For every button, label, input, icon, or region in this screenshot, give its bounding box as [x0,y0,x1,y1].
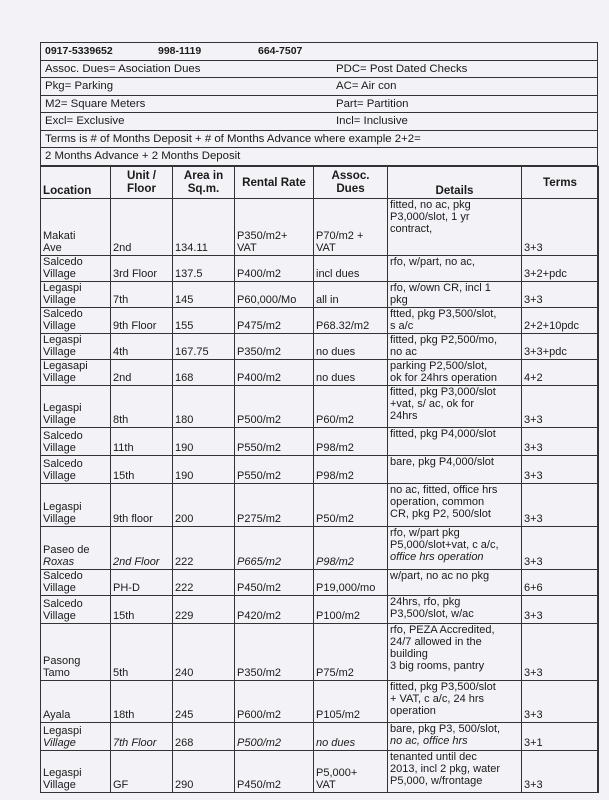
cell-dues-line: no dues [316,372,356,385]
cell-details-line: 2013, incl 2 pkg, water [390,762,501,775]
cell-location-line: Village [43,372,76,385]
cell-area: 268 [173,722,235,750]
cell-dues-line: VAT [316,242,336,255]
cell-dues-line: no dues [316,737,356,750]
cell-rate [235,569,314,595]
cell-location-line: Salcedo [43,255,83,268]
cell-location-line: Village [43,346,76,359]
cell-details-line: fitted, pkg P2,500/mo, [390,333,498,346]
phone-3: 664-7507 [258,45,303,57]
cell-dues-line: P98/m2 [316,470,354,483]
cell-dues-line: P70/m2 + [316,229,364,242]
cell-dues-line: P50/m2 [316,513,354,526]
table-row [41,385,599,427]
cell-area: 190 [173,427,235,455]
table-row [41,526,599,569]
table-row [41,595,599,623]
cell-dues [314,595,388,623]
cell-dues [314,483,388,526]
cell-rate [235,198,314,255]
cell-location [41,595,111,623]
cell-dues [314,255,388,281]
cell-area: 167.75 [173,333,235,359]
cell-location-line: Village [43,442,76,455]
cell-terms: 6+6 [522,569,599,595]
cell-terms: 3+3 [522,750,599,792]
col-rate: Rental Rate [235,166,314,198]
cell-details-line: pkg [390,293,408,306]
cell-details-line: P5,000, w/frontage [390,775,483,788]
cell-floor: 7th [111,281,173,307]
terms-note-line-2: 2 Months Advance + 2 Months Deposit [41,148,597,166]
cell-rate-line: P600/m2 [237,709,282,722]
cell-details-line: no ac, office hrs [390,734,468,747]
cell-dues [314,526,388,569]
cell-area: 180 [173,385,235,427]
cell-terms: 3+3 [522,455,599,483]
cell-location-line: Salcedo [43,457,83,470]
cell-terms: 3+3 [522,281,599,307]
cell-details [388,385,522,427]
cell-dues-line: P60/m2 [316,414,354,427]
cell-details [388,750,522,792]
cell-details [388,281,522,307]
cell-area: 222 [173,526,235,569]
cell-dues [314,385,388,427]
cell-details-line: fitted, pkg P3,000/slot [390,385,496,398]
cell-rate-line: P420/m2 [237,610,282,623]
cell-location-line: Salcedo [43,569,83,582]
cell-area: 222 [173,569,235,595]
cell-details-line: CR, pkg P2, 500/slot [390,508,491,521]
legend-pkg: Pkg= Parking [45,80,114,92]
cell-details-line: rfo, PEZA Accredited, [390,623,495,636]
cell-details-line: no ac, fitted, office hrs [390,483,498,496]
cell-floor: 2nd [111,359,173,385]
cell-dues-line: P98/m2 [316,556,354,569]
cell-terms: 2+2+10pdc [522,307,599,333]
cell-location [41,722,111,750]
cell-dues-line: P105/m2 [316,709,361,722]
cell-rate [235,385,314,427]
cell-area: 245 [173,680,235,722]
cell-details-line: rfo, w/part pkg [390,526,460,539]
cell-details-line: 3 big rooms, pantry [390,660,485,673]
cell-details [388,623,522,680]
legend-row [41,113,597,131]
table-row [41,359,599,385]
cell-rate-line: P550/m2 [237,442,282,455]
cell-details [388,526,522,569]
cell-floor: 5th [111,623,173,680]
cell-location [41,483,111,526]
phone-2: 998-1119 [158,45,202,57]
cell-details-line: 24hrs [390,410,418,423]
cell-dues [314,427,388,455]
listing-sheet [40,42,598,793]
cell-details-line: bare, pkg P4,000/slot [390,455,494,468]
table-row [41,281,599,307]
cell-details-line: operation [390,705,436,718]
cell-location-line: Roxas [43,556,75,569]
cell-floor: 15th [111,455,173,483]
cell-details [388,427,522,455]
cell-location-line: Village [43,294,76,307]
cell-rate [235,427,314,455]
cell-location-line: Village [43,268,76,281]
cell-details-line: building [390,648,428,661]
cell-details-line: fitted, pkg P4,000/slot [390,427,496,440]
cell-dues-line: P75/m2 [316,667,354,680]
cell-location-line: Legaspi [43,281,82,294]
cell-details-line: operation, common [390,495,485,508]
cell-location-line: Legaspi [43,724,82,737]
cell-dues [314,569,388,595]
cell-terms: 3+1 [522,722,599,750]
cell-terms: 3+3 [522,427,599,455]
table-header-row [41,166,599,198]
cell-terms: 3+3 [522,526,599,569]
cell-location [41,569,111,595]
cell-dues [314,307,388,333]
cell-floor: 9th Floor [111,307,173,333]
cell-rate-line: P60,000/Mo [237,294,297,307]
cell-area: 240 [173,623,235,680]
cell-rate-line: P450/m2 [237,779,282,792]
cell-location-line: Village [43,320,76,333]
cell-floor: 8th [111,385,173,427]
cell-location [41,750,111,792]
cell-area: 168 [173,359,235,385]
cell-dues [314,333,388,359]
legend-pdc: PDC= Post Dated Checks [336,62,468,75]
cell-details-line: P3,500/slot, w/ac [390,607,474,620]
cell-dues-line: no dues [316,346,356,359]
cell-location [41,255,111,281]
cell-location-line: Salcedo [43,429,83,442]
cell-location [41,623,111,680]
cell-details-line: tenanted until dec [390,750,477,763]
table-row [41,198,599,255]
cell-dues [314,281,388,307]
cell-area: 290 [173,750,235,792]
cell-location [41,359,111,385]
cell-location [41,455,111,483]
cell-rate-line: P665/m2 [237,556,282,569]
cell-details [388,483,522,526]
col-floor: Unit / Floor [111,166,173,198]
cell-area: 155 [173,307,235,333]
cell-rate [235,623,314,680]
phone-row [41,43,597,61]
cell-location-line: Salcedo [43,307,83,320]
cell-details-line: ftted, pkg P3,500/slot, [390,307,497,320]
cell-rate-line: P400/m2 [237,268,282,281]
legend-assoc: Assoc. Dues= Asociation Dues [45,62,201,75]
cell-details-line: no ac [390,345,417,358]
cell-dues-line: P5,000+ [316,766,358,779]
cell-terms: 3+2+pdc [522,255,599,281]
cell-floor: 2nd [111,198,173,255]
cell-dues [314,455,388,483]
table-row [41,307,599,333]
table-row [41,427,599,455]
legend-ac: AC= Air con [336,80,397,92]
cell-details [388,198,522,255]
cell-details-line: rfo, w/own CR, incl 1 [390,281,491,294]
cell-rate [235,281,314,307]
cell-rate-line: P450/m2 [237,582,282,595]
cell-floor: 7th Floor [111,722,173,750]
cell-rate-line: P500/m2 [237,414,282,427]
cell-location [41,281,111,307]
cell-rate-line: P350/m2+ [237,229,288,242]
table-row [41,722,599,750]
cell-dues-line: P98/m2 [316,442,354,455]
cell-rate [235,750,314,792]
cell-location-line: Salcedo [43,597,83,610]
cell-rate [235,483,314,526]
cell-area: 200 [173,483,235,526]
cell-location [41,333,111,359]
cell-floor: 3rd Floor [111,255,173,281]
cell-details-line: w/part, no ac no pkg [390,569,490,582]
cell-area: 134.11 [173,198,235,255]
cell-details-line: bare, pkg P3, 500/slot, [390,722,501,735]
cell-rate [235,680,314,722]
phone-1: 0917-5339652 [45,45,113,57]
cell-details-line: fitted, pkg P3,500/slot [390,680,496,693]
cell-details [388,680,522,722]
cell-dues-line: P68.32/m2 [316,320,370,333]
cell-rate-line: P350/m2 [237,346,282,359]
cell-details-line: 24/7 allowed in the [390,635,482,648]
col-dues: Assoc. Dues [314,166,388,198]
table-row [41,483,599,526]
cell-rate [235,526,314,569]
cell-area: 145 [173,281,235,307]
cell-rate [235,722,314,750]
cell-location-line: Legaspi [43,500,82,513]
cell-terms: 4+2 [522,359,599,385]
cell-details-line: fitted, no ac, pkg [390,198,471,211]
cell-location [41,680,111,722]
cell-rate-line: P550/m2 [237,470,282,483]
cell-details-line: P3,000/slot, 1 yr [390,210,470,223]
cell-location-line: Legaspi [43,766,82,779]
cell-rate-line: P350/m2 [237,667,282,680]
cell-dues [314,750,388,792]
table-row [41,333,599,359]
cell-location-line: Village [43,513,76,526]
cell-floor: 18th [111,680,173,722]
cell-floor: 15th [111,595,173,623]
cell-location-line: Village [43,610,76,623]
legend-incl: Incl= Inclusive [336,115,408,127]
cell-rate-line: P500/m2 [237,737,282,750]
cell-details-line: s a/c [390,319,414,332]
cell-dues-line: VAT [316,779,336,792]
cell-location-line: Village [43,582,76,595]
legend-part: Part= Partition [336,97,409,110]
legend-row [41,96,597,114]
legend-m2: M2= Square Meters [45,97,146,110]
cell-details-line: +vat, s/ ac, ok for [390,397,475,410]
cell-details-line: rfo, w/part, no ac, [390,255,475,268]
table-row [41,569,599,595]
cell-rate [235,307,314,333]
cell-rate-line: P475/m2 [237,320,282,333]
cell-area: 229 [173,595,235,623]
cell-area: 137.5 [173,255,235,281]
cell-details-line: 24hrs, rfo, pkg [390,595,461,608]
cell-details-line: + VAT, c a/c, 24 hrs [390,692,485,705]
cell-location-line: Village [43,414,76,427]
cell-location [41,198,111,255]
cell-details-line: contract, [390,223,433,236]
cell-rate [235,359,314,385]
cell-details-line: P5,000/slot+vat, c a/c, [390,538,499,551]
cell-floor: GF [111,750,173,792]
cell-details [388,333,522,359]
cell-rate [235,255,314,281]
cell-dues [314,623,388,680]
cell-dues-line: P100/m2 [316,610,361,623]
cell-location-line: Ave [43,242,62,255]
cell-rate [235,455,314,483]
table-row [41,623,599,680]
cell-location-line: Legaspi [43,333,82,346]
cell-details [388,255,522,281]
col-location: Location [41,166,111,198]
cell-location-line: Legaspi [43,401,82,414]
cell-floor: 9th floor [111,483,173,526]
cell-details [388,722,522,750]
legend-row [41,78,597,96]
cell-location [41,427,111,455]
cell-rate [235,595,314,623]
cell-dues [314,198,388,255]
cell-dues [314,359,388,385]
cell-floor: PH-D [111,569,173,595]
cell-location-line: Ayala [43,709,71,722]
cell-terms: 3+3 [522,198,599,255]
cell-details [388,569,522,595]
cell-details [388,307,522,333]
cell-dues-line: P19,000/mo [316,582,376,595]
cell-terms: 3+3 [522,595,599,623]
cell-dues [314,680,388,722]
cell-terms: 3+3 [522,623,599,680]
col-details: Details [388,166,522,198]
cell-terms: 3+3 [522,483,599,526]
legend-excl: Excl= Exclusive [45,115,125,127]
cell-details-line: parking P2,500/slot, [390,359,488,372]
cell-location-line: Paseo de [43,543,90,556]
col-terms: Terms [522,166,599,198]
cell-location [41,385,111,427]
cell-location [41,526,111,569]
listings-table [40,166,599,793]
table-row [41,750,599,792]
cell-floor: 4th [111,333,173,359]
legend-row [41,61,597,79]
cell-terms: 3+3+pdc [522,333,599,359]
terms-note-line-1: Terms is # of Months Deposit + # of Months Advance where example 2+2= [41,131,597,149]
cell-rate-line: P400/m2 [237,372,282,385]
cell-floor: 11th [111,427,173,455]
col-area: Area in Sq.m. [173,166,235,198]
cell-details [388,455,522,483]
cell-details [388,359,522,385]
cell-terms: 3+3 [522,385,599,427]
cell-location [41,307,111,333]
cell-location-line: Tamo [43,667,70,680]
cell-floor: 2nd Floor [111,526,173,569]
cell-location-line: Village [43,779,76,792]
cell-rate [235,333,314,359]
cell-area: 190 [173,455,235,483]
table-row [41,255,599,281]
table-row [41,455,599,483]
cell-location-line: Makati [43,229,76,242]
cell-details-line: office hrs operation [390,551,484,564]
cell-rate-line: P275/m2 [237,513,282,526]
cell-location-line: Village [43,737,76,750]
cell-details-line: ok for 24hrs operation [390,371,498,384]
cell-location-line: Pasong [43,654,81,667]
cell-rate-line: VAT [237,242,257,255]
cell-dues-line: incl dues [316,268,360,281]
cell-location-line: Village [43,470,76,483]
cell-location-line: Legasapi [43,359,88,372]
cell-dues-line: all in [316,294,339,307]
cell-terms: 3+3 [522,680,599,722]
cell-dues [314,722,388,750]
table-row [41,680,599,722]
cell-details [388,595,522,623]
